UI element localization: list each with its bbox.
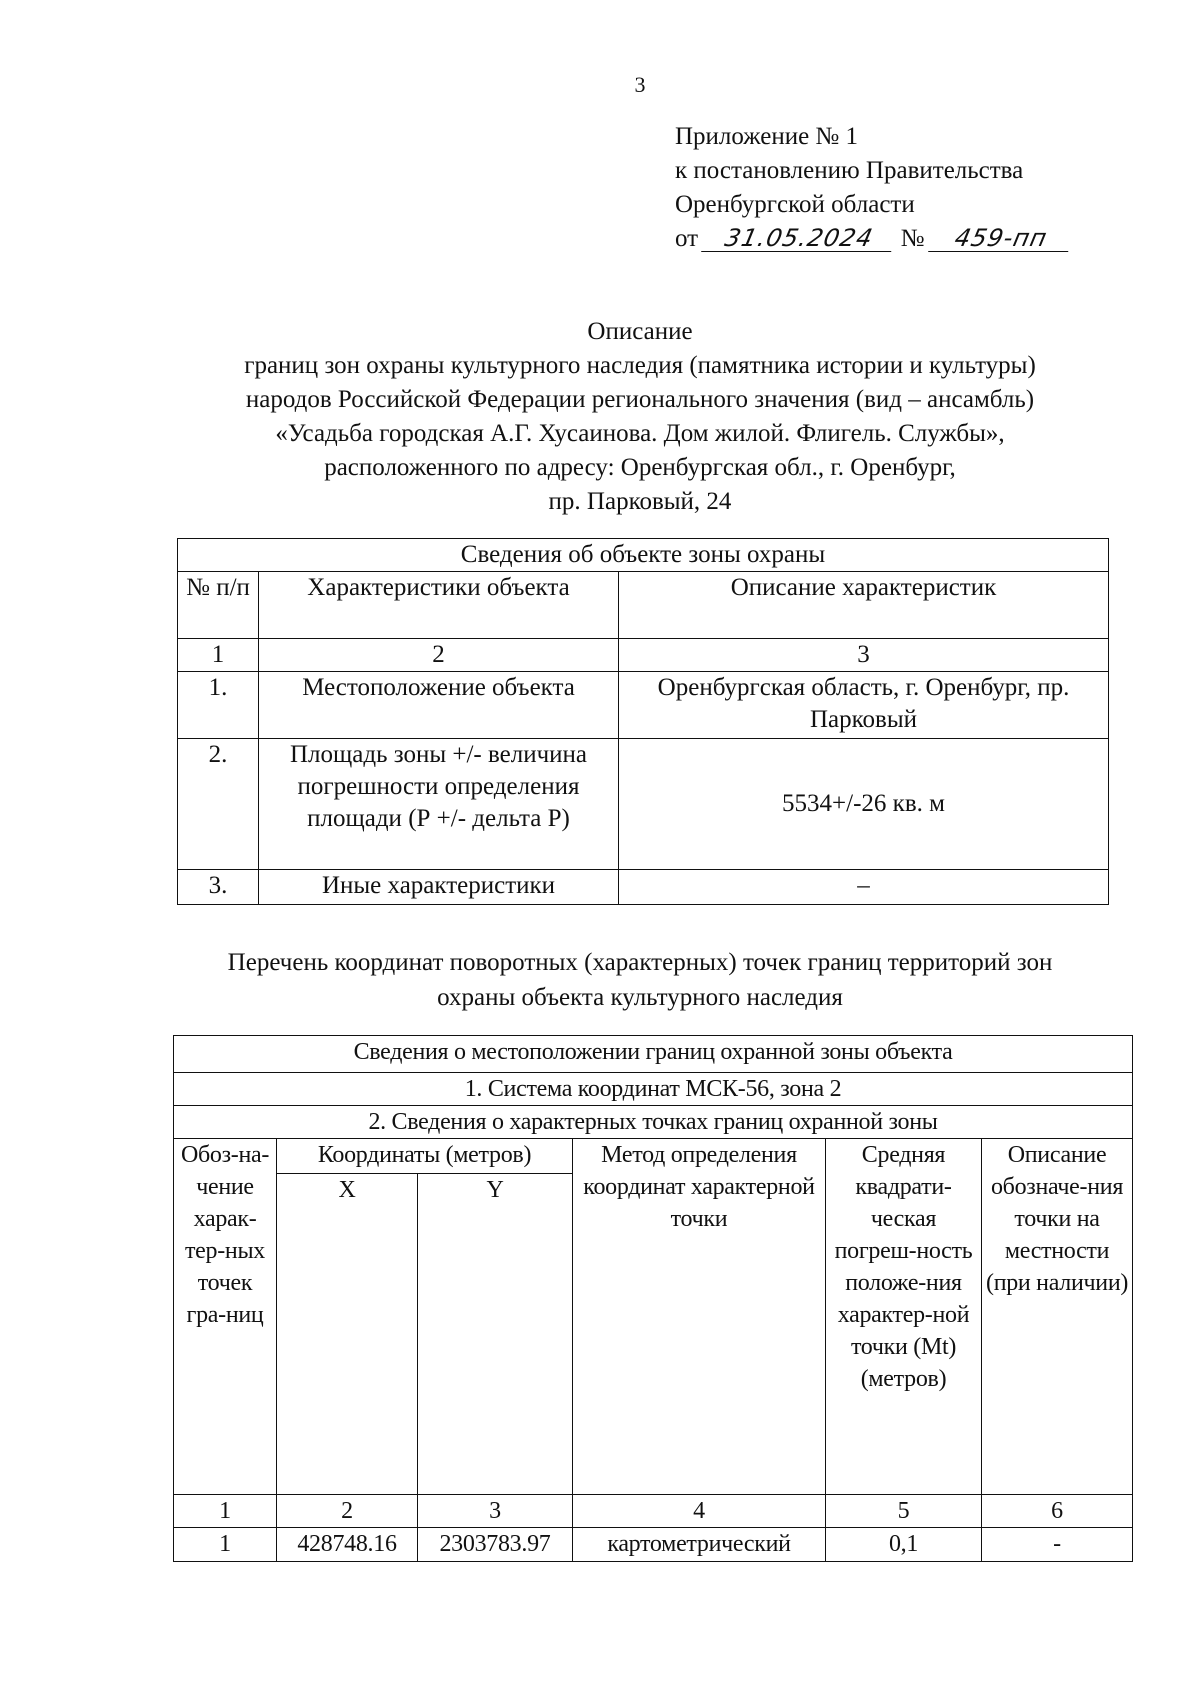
date-prefix: от <box>675 225 699 252</box>
column-header: № п/п <box>178 572 259 639</box>
row-characteristic: Площадь зоны +/- величина погрешности определения площади (Р +/- дельта Р) <box>259 739 619 870</box>
coordinate-system: 1. Система координат МСК-56, зона 2 <box>174 1073 1133 1106</box>
title-line: расположенного по адресу: Оренбургская обл., г. Оренбург, <box>324 454 956 481</box>
appendix-date-line <box>675 222 1071 256</box>
title-line: «Усадьба городская А.Г. Хусаинова. Дом жилой. Флигель. Службы», <box>275 420 1005 447</box>
point-id: 1 <box>174 1528 277 1562</box>
point-method: картометрический <box>573 1528 826 1562</box>
header-designation: Обоз-на-чение харак-тер-ных точек гра-ниц <box>174 1139 277 1495</box>
row-characteristic: Иные характеристики <box>259 870 619 905</box>
title-line: Описание <box>587 318 693 345</box>
column-number: 2 <box>259 639 619 672</box>
row-description: Оренбургская область, г. Оренбург, пр. Парковый <box>619 672 1109 739</box>
heading-line: охраны объекта культурного наследия <box>437 984 843 1011</box>
table-row <box>178 870 1109 905</box>
appendix-line: Приложение № 1 <box>675 123 859 150</box>
table-caption: Сведения об объекте зоны охраны <box>178 539 1109 572</box>
row-number: 2. <box>178 739 259 870</box>
table-caption: Сведения о местоположении границ охранной зоны объекта <box>174 1036 1133 1073</box>
handwritten-number: 459-пп <box>928 225 1074 252</box>
section-title: 2. Сведения о характерных точках границ охранной зоны <box>174 1106 1133 1139</box>
header-y: Y <box>418 1174 573 1495</box>
column-number: 2 <box>277 1495 418 1528</box>
point-y: 2303783.97 <box>418 1528 573 1562</box>
object-info-table <box>177 538 1109 905</box>
column-number: 1 <box>174 1495 277 1528</box>
handwritten-date: 31.05.2024 <box>701 225 897 252</box>
point-x: 428748.16 <box>277 1528 418 1562</box>
table-row <box>178 739 1109 870</box>
header-x: X <box>277 1174 418 1495</box>
appendix-line: Оренбургской области <box>675 191 915 218</box>
row-number: 1. <box>178 672 259 739</box>
title-line: народов Российской Федерации регионального значения (вид – ансамбль) <box>245 386 1035 413</box>
appendix-header <box>675 120 1071 256</box>
header-error: Средняя квадрати-ческая погреш-ность положе-ния характер-ной точки (Mt) (метров) <box>826 1139 982 1495</box>
table-row <box>178 672 1109 739</box>
row-number: 3. <box>178 870 259 905</box>
document-title <box>170 315 1110 519</box>
title-line: пр. Парковый, 24 <box>548 488 732 515</box>
row-characteristic: Местоположение объекта <box>259 672 619 739</box>
column-number: 3 <box>418 1495 573 1528</box>
column-number: 3 <box>619 639 1109 672</box>
row-description: – <box>619 870 1109 905</box>
column-number: 4 <box>573 1495 826 1528</box>
coordinates-table <box>173 1035 1133 1562</box>
header-coordinates: Координаты (метров) <box>277 1139 573 1174</box>
column-header: Описание характеристик <box>619 572 1109 639</box>
coordinates-heading <box>150 945 1130 1015</box>
point-error: 0,1 <box>826 1528 982 1562</box>
table-row <box>174 1528 1133 1562</box>
column-number: 5 <box>826 1495 982 1528</box>
heading-line: Перечень координат поворотных (характерных) точек границ территорий зон <box>227 949 1053 976</box>
column-number: 1 <box>178 639 259 672</box>
column-number: 6 <box>982 1495 1133 1528</box>
row-description: 5534+/-26 кв. м <box>619 739 1109 870</box>
appendix-line: к постановлению Правительства <box>675 157 1024 184</box>
title-line: границ зон охраны культурного наследия (памятника истории и культуры) <box>244 352 1036 379</box>
header-method: Метод определения координат характерной точки <box>573 1139 826 1495</box>
column-header: Характеристики объекта <box>259 572 619 639</box>
page-number: 3 <box>634 72 646 97</box>
point-description: - <box>982 1528 1133 1562</box>
number-prefix: № <box>900 225 925 252</box>
header-description: Описание обозначе-ния точки на местности (при наличии) <box>982 1139 1133 1495</box>
